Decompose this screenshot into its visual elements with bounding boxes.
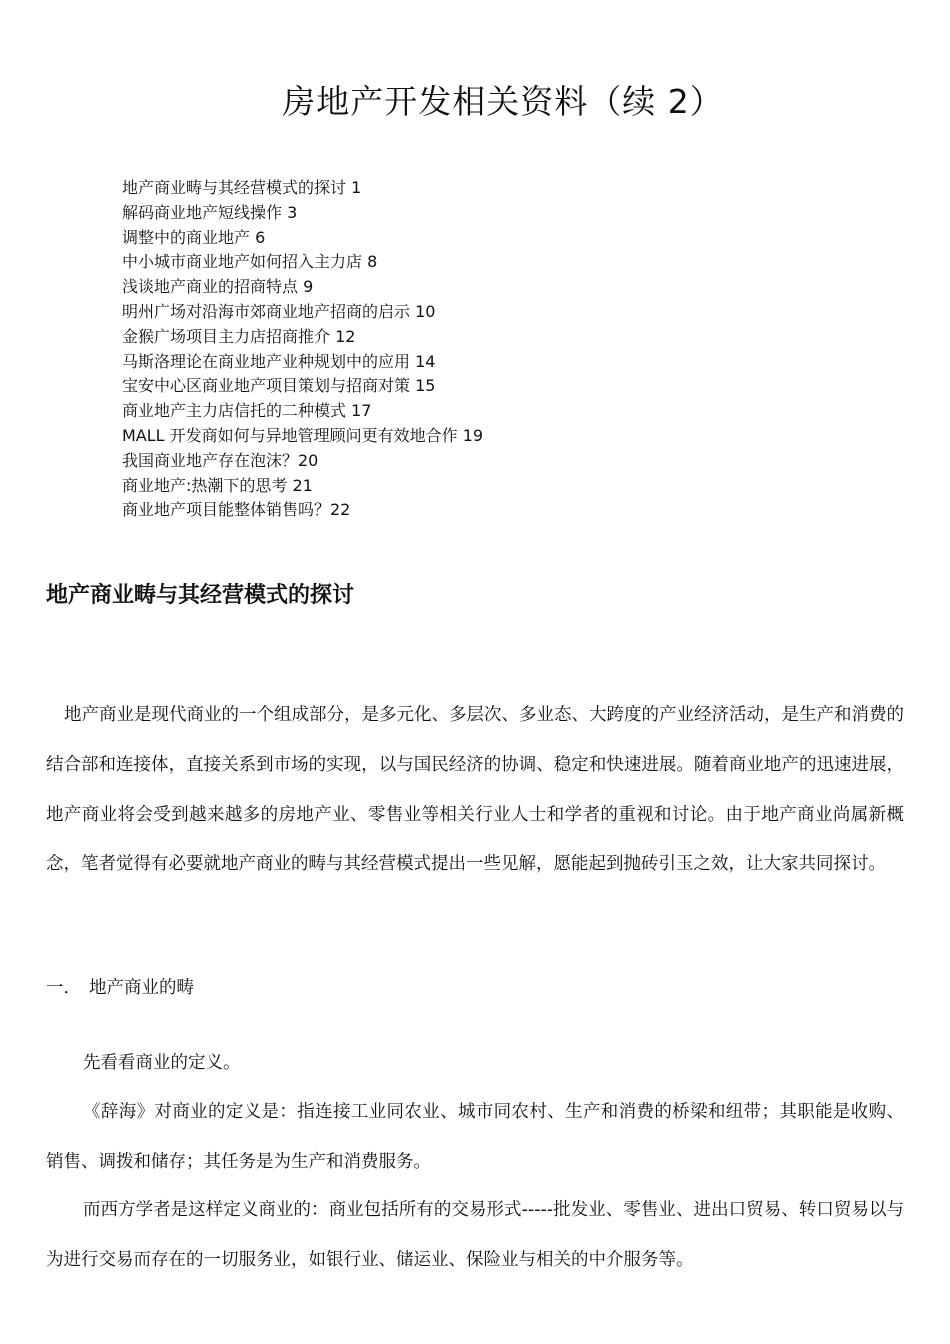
subsection-title: 地产商业的畴	[89, 978, 194, 998]
body-paragraph: 先看看商业的定义。	[83, 1053, 241, 1073]
subsection-number: 一．	[46, 978, 81, 998]
toc-item[interactable]: 地产商业畴与其经营模式的探讨 1	[122, 178, 362, 197]
toc-item[interactable]: 中小城市商业地产如何招入主力店 8	[122, 252, 378, 272]
toc-item[interactable]: 调整中的商业地产 6	[122, 227, 266, 247]
toc-item[interactable]: 商业地产项目能整体销售吗？22	[122, 500, 351, 520]
toc-item[interactable]: 宝安中心区商业地产项目策划与招商对策 15	[122, 376, 436, 396]
toc-item[interactable]: 解码商业地产短线操作 3	[122, 202, 298, 222]
body-paragraph: 而西方学者是这样定义商业的：商业包括所有的交易形式-----批发业、零售业、进出口贸易、转口贸易以与为进行交易而存在的一切服务业，如银行业、储运业、保险业与相关的中介服务等。	[46, 1200, 904, 1270]
body-paragraph: 《辞海》对商业的定义是：指连接工业同农业、城市同农村、生产和消费的桥梁和纽带；其职能是收购、销售、调拨和储存；其任务是为生产和消费服务。	[46, 1102, 904, 1172]
toc-item[interactable]: 我国商业地产存在泡沫？20	[122, 450, 319, 470]
subsection-heading	[46, 970, 194, 1006]
toc-item[interactable]: 商业地产:热潮下的思考 21	[122, 475, 313, 495]
toc-item[interactable]: 明州广场对沿海市郊商业地产招商的启示 10	[122, 301, 436, 321]
toc-item[interactable]: MALL 开发商如何与异地管理顾问更有效地合作 19	[122, 425, 484, 445]
toc-item[interactable]: 金猴广场项目主力店招商推介 12	[122, 326, 356, 346]
toc-item[interactable]: 浅谈地产商业的招商特点 9	[122, 277, 314, 297]
toc-item[interactable]: 商业地产主力店信托的二种模式 17	[122, 401, 372, 421]
intro-paragraph: 地产商业是现代商业的一个组成部分，是多元化、多层次、多业态、大跨度的产业经济活动，是生产和消费的结合部和连接体，直接关系到市场的实现，以与国民经济的协调、稳定和快速进展。随着商业地产的迅速进展，地产商业将会受到越来越多的房地产业、零售业等相关行业人士和学者的重视和讨论。由于地产商业尚属新概念，笔者觉得有必要就地产商业的畴与其经营模式提出一些见解，愿能起到抛砖引玉之效，让大家共同探讨。	[46, 705, 904, 875]
table-of-contents	[122, 176, 483, 523]
document-title: 房地产开发相关资料（续 2）	[282, 82, 724, 121]
toc-item[interactable]: 马斯洛理论在商业地产业种规划中的应用 14	[122, 351, 436, 371]
section-heading: 地产商业畴与其经营模式的探讨	[46, 583, 355, 608]
